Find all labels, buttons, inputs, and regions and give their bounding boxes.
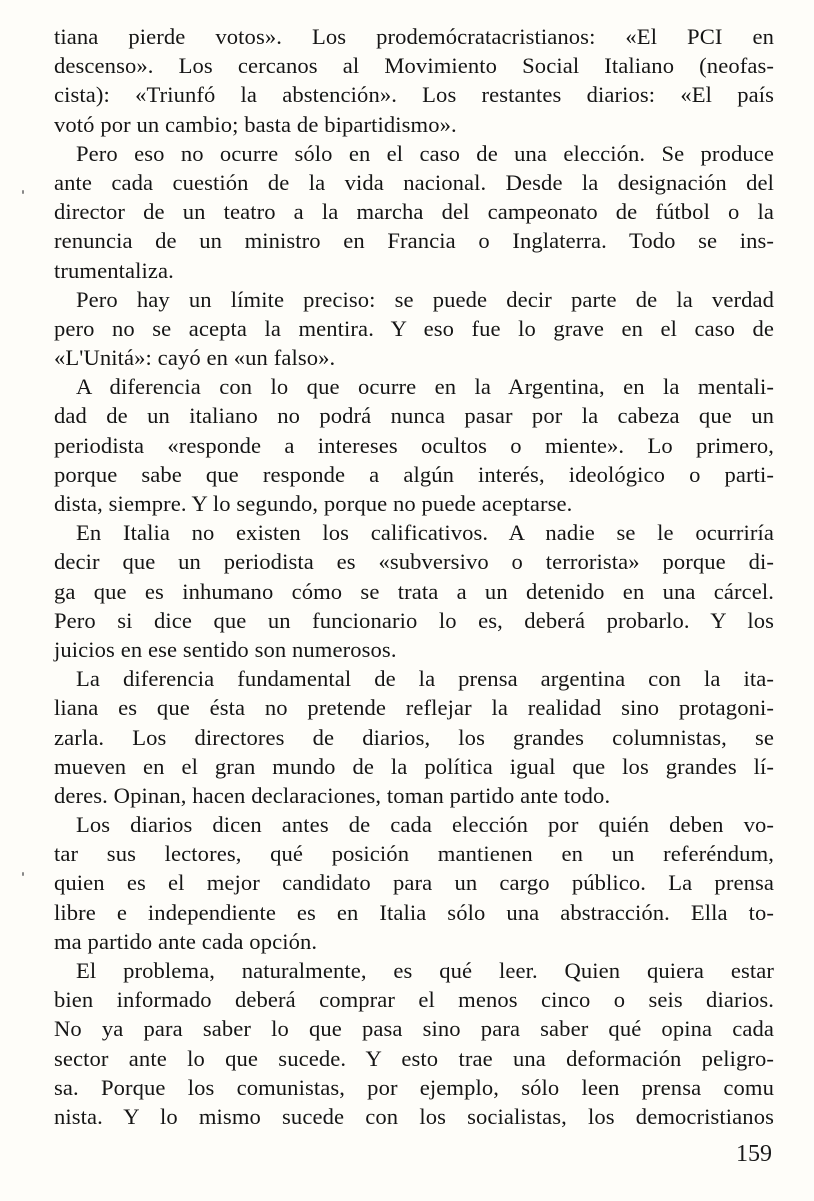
text-line: Los diarios dicen antes de cada elección por quién deben vo-: [76, 812, 774, 838]
text-line: Pero hay un límite preciso: se puede decir parte de la verdad: [76, 286, 774, 312]
text-line: trumentaliza.: [54, 257, 174, 283]
text-line: quien es el mejor candidato para un cargo público. La prensa: [54, 870, 774, 896]
text-line: deres. Opinan, hacen declaraciones, toman partido ante todo.: [54, 782, 611, 808]
text-line: ma partido ante cada opción.: [54, 928, 318, 954]
text-line: No ya para saber lo que pasa sino para saber qué opina cada: [54, 1016, 774, 1042]
text-line: Pero si dice que un funcionario lo es, deberá probarlo. Y los: [54, 607, 774, 633]
text-line: renuncia de un ministro en Francia o Inglaterra. Todo se ins-: [54, 228, 774, 254]
text-line: periodista «responde a intereses ocultos o miente». Lo primero,: [54, 432, 774, 458]
text-line: liana es que ésta no pretende reflejar la realidad sino protagoni-: [54, 695, 774, 721]
text-line: Pero eso no ocurre sólo en el caso de una elección. Se produce: [76, 140, 774, 166]
text-line: dista, siempre. Y lo segundo, porque no puede aceptarse.: [54, 491, 573, 516]
text-line: «L'Unitá»: cayó en «un falso».: [54, 345, 336, 371]
body-text: [54, 22, 774, 1131]
text-line: pero no se acepta la mentira. Y eso fue lo grave en el caso de: [54, 315, 774, 341]
text-line: sa. Porque los comunistas, por ejemplo, sólo leen prensa comu: [54, 1074, 774, 1100]
text-line: decir que un periodista es «subversivo o terrorista» porque di-: [54, 549, 774, 575]
page-number: 159: [736, 1141, 772, 1167]
text-line: nista. Y lo mismo sucede con los socialistas, los democristianos: [54, 1103, 774, 1129]
text-line: descenso». Los cercanos al Movimiento Social Italiano (neofas-: [54, 53, 774, 79]
text-line: sector ante lo que sucede. Y esto trae una deformación peligro-: [54, 1045, 774, 1071]
text-line: bien informado deberá comprar el menos cinco o seis diarios.: [54, 987, 774, 1013]
text-line: En Italia no existen los calificativos. A nadie se le ocurriría: [76, 520, 774, 546]
text-line: juicios en ese sentido son numerosos.: [54, 636, 397, 662]
text-line: director de un teatro a la marcha del campeonato de fútbol o la: [54, 199, 774, 225]
text-line: A diferencia con lo que ocurre en la Argentina, en la mentali-: [76, 374, 774, 400]
text-line: votó por un cambio; basta de bipartidismo».: [54, 111, 457, 137]
margin-speck: [22, 872, 24, 876]
margin-speck: [22, 190, 24, 194]
text-line: tiana pierde votos». Los prodemócratacristianos: «El PCI en: [54, 24, 774, 49]
text-line: ante cada cuestión de la vida nacional. Desde la designación del: [54, 169, 774, 195]
text-line: cista): «Triunfó la abstención». Los restantes diarios: «El país: [54, 82, 774, 108]
text-line: ga que es inhumano cómo se trata a un detenido en una cárcel.: [54, 578, 774, 604]
text-line: porque sabe que responde a algún interés, ideológico o parti-: [54, 461, 774, 487]
text-line: mueven en el gran mundo de la política igual que los grandes lí-: [54, 753, 774, 779]
text-line: dad de un italiano no podrá nunca pasar por la cabeza que un: [54, 403, 774, 429]
text-line: La diferencia fundamental de la prensa argentina con la ita-: [76, 666, 774, 692]
text-line: libre e independiente es en Italia sólo una abstracción. Ella to-: [54, 899, 774, 925]
text-line: tar sus lectores, qué posición mantienen en un referéndum,: [54, 841, 774, 867]
text-line: El problema, naturalmente, es qué leer. Quien quiera estar: [76, 958, 774, 983]
text-line: zarla. Los directores de diarios, los grandes columnistas, se: [54, 724, 774, 750]
